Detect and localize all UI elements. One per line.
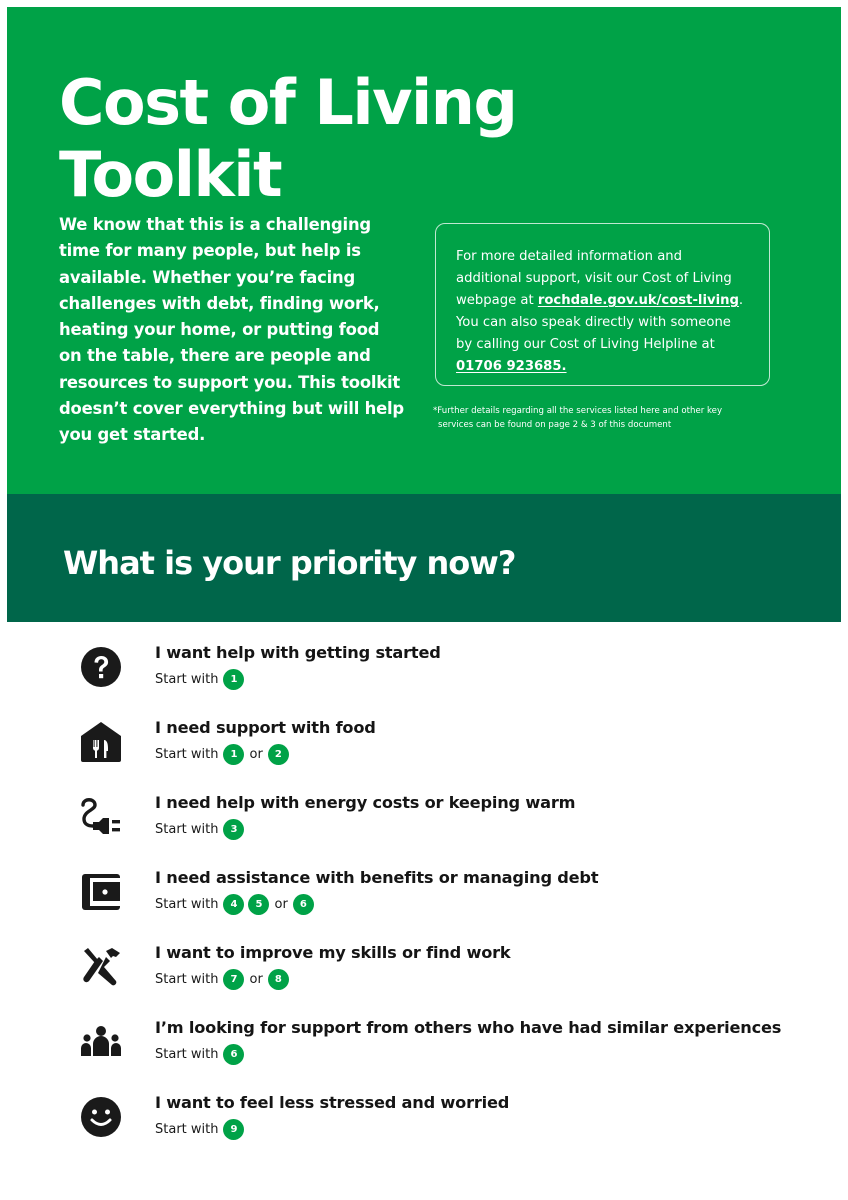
section-badge: 9	[223, 1119, 244, 1140]
section-badge: 3	[223, 819, 244, 840]
start-with-label: Start with	[155, 971, 219, 987]
priority-item-stress	[0, 1090, 848, 1160]
start-with-row	[155, 743, 289, 765]
start-with-label: Start with	[155, 1121, 219, 1137]
start-with-row	[155, 1118, 244, 1140]
priority-heading: I want to feel less stressed and worried	[155, 1093, 510, 1112]
priority-item-energy	[0, 790, 848, 860]
priority-heading: I need help with energy costs or keeping warm	[155, 793, 576, 812]
intro-paragraph: We know that this is a challenging time for many people, but help is available. Whether you’re facing challenges with debt, finding work, heating your home, or putting food on the table, there are people and resources to support you. This toolkit doesn’t cover everything but will help you get started.	[59, 215, 404, 445]
section-badge: 5	[248, 894, 269, 915]
helpline-phone-link[interactable]: 01706 923685.	[456, 359, 567, 374]
cost-living-link[interactable]: rochdale.gov.uk/cost-living	[537, 293, 739, 308]
priority-band	[7, 494, 841, 622]
or-label: or	[249, 971, 263, 987]
start-with-row	[155, 968, 289, 990]
priority-heading: I need assistance with benefits or managing debt	[155, 868, 599, 887]
smiley-icon	[78, 1094, 124, 1140]
info-text-1: For more detailed information and additional support, visit our Cost of Living webpage at	[456, 249, 732, 308]
start-with-label: Start with	[155, 821, 219, 837]
footnote	[433, 404, 793, 432]
start-with-label: Start with	[155, 896, 219, 912]
section-badge: 4	[223, 894, 244, 915]
priority-item-benefits-debt	[0, 865, 848, 935]
wallet-icon	[78, 869, 124, 915]
footnote-line-2: services can be found on page 2 & 3 of this document	[438, 420, 672, 430]
title-line-1: Cost of Living	[59, 66, 517, 139]
group-icon	[78, 1019, 124, 1065]
food-house-icon	[78, 719, 124, 765]
priority-item-peer-support	[0, 1015, 848, 1085]
priority-heading: I need support with food	[155, 718, 376, 737]
start-with-row	[155, 893, 314, 915]
or-label: or	[274, 896, 288, 912]
plug-icon	[78, 794, 124, 840]
section-badge: 1	[223, 744, 244, 765]
start-with-row	[155, 1043, 244, 1065]
section-badge: 1	[223, 669, 244, 690]
priority-heading: I want to improve my skills or find work	[155, 943, 511, 962]
priority-item-getting-started	[0, 640, 848, 710]
section-badge: 8	[268, 969, 289, 990]
section-title: What is your priority now?	[63, 544, 516, 582]
info-box	[435, 223, 770, 386]
hero-panel	[7, 7, 841, 494]
footnote-line-1: *Further details regarding all the services listed here and other key	[433, 406, 723, 416]
tools-icon	[78, 944, 124, 990]
start-with-label: Start with	[155, 671, 219, 687]
priority-heading: I’m looking for support from others who have had similar experiences	[155, 1018, 782, 1037]
priority-heading: I want help with getting started	[155, 643, 441, 662]
section-badge: 7	[223, 969, 244, 990]
section-badge: 2	[268, 744, 289, 765]
page-title	[59, 67, 619, 211]
section-badge: 6	[223, 1044, 244, 1065]
section-badge: 6	[293, 894, 314, 915]
start-with-row	[155, 818, 244, 840]
or-label: or	[249, 746, 263, 762]
start-with-label: Start with	[155, 1046, 219, 1062]
start-with-row	[155, 668, 244, 690]
info-text-2: . You can also speak directly with someone by calling our Cost of Living Helpline at	[456, 293, 744, 352]
question-icon	[78, 644, 124, 690]
priority-item-skills-work	[0, 940, 848, 1010]
start-with-label: Start with	[155, 746, 219, 762]
title-line-2: Toolkit	[59, 138, 282, 211]
priority-item-food	[0, 715, 848, 785]
